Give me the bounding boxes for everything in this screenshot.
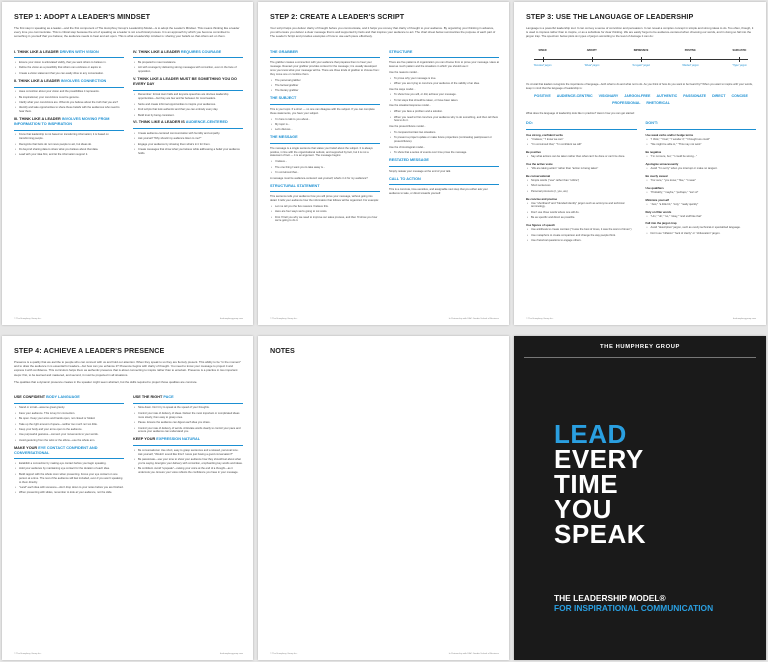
bullet-item: • "I believe," "I know we can" [526,138,637,142]
sub-heading: Use weak verbs and/or hedge terms [645,132,694,137]
sub-heading: Use qualifiers [645,185,664,190]
bullet-item: • Avoid "I'm sorry" when you interrupt or make no tangent. [646,167,757,171]
bullet-item: • Keep your body and your arms open to the audience. [14,428,124,432]
bullet-item: • The factual grabber [270,84,380,88]
spectrum-jargon-type: "Arrogant" jargon [631,63,651,67]
bullet-item: • First I'll tell you why we need to improve our sales process, and then I'll show you how we're going to do it. [270,216,380,224]
right-column [389,47,499,225]
bullet-item: • "Um," "uh," "so," "okay," "and stuff like that" [646,215,757,219]
bullet-item: • My topic is... [270,123,380,127]
page-body [270,12,499,311]
bullet-item: • When presenting with slides, remember to look at your audience, not the slide. [14,491,124,495]
headline-word: EVERY [554,444,644,474]
spectrum-tick [690,57,691,62]
bullet-item: • Say what actions can be taken rather than what can't be done or can't be done. [526,155,637,159]
model-label: Use the reasons model... [389,70,419,74]
footer-right[interactable]: thehumphreygroup.com [219,318,243,320]
bullet-item: • "Just," "a little bit," "only," "really quickly" [646,203,757,207]
language-word: POSITIVE [534,94,551,99]
paragraph: This is your topic. If a short — no one can disagree with the subject. If you can complete these statements, you have your subject. [270,107,375,115]
bullet-item: • Hold your audience by maintaining eye contact for the duration of each idea. [14,467,124,471]
bullet-item: • Use antithesis to create contrast ("It was the best of times, it was the worst of times") [526,228,637,232]
bullet-item: • Act with courage by delivering strong messages with conviction, even in the face of opposition. [133,66,243,74]
language-word: AUTHENTIC [656,94,678,99]
bullet-item: • Personal pronouns (I, you, we) [526,190,637,194]
heading-accent: BODY LANGUAGE [46,395,80,400]
bullet-item: • Ensure your vision is articulated visibly, that you want others to believe in. [14,61,124,65]
dont-column [646,118,757,244]
bullet-item: • Find scripts that look authentic and that you can embody every day. [133,108,243,112]
sub-heading: Be conversational [526,173,551,178]
heading-accent: PACE [163,395,174,400]
bullet-item: • Ask yourself "Why should my audience listen to me?" [133,137,243,141]
page-step-2 [258,2,509,325]
divider [389,57,499,58]
bullet-item: • When you face a problem and a solution. [389,110,499,114]
footer-mid: In Partnership with DAC Goodie School of Business [448,318,499,320]
bullet-item: • Recognize that facts do not move people to act, but ideas do. [14,143,124,147]
bullet-item: • Take up the right amount of space—neither too much nor too little. [14,423,124,427]
right-column [133,392,243,497]
bullet-item: • Don't use three words where one will do. [526,211,637,215]
section-heading [14,117,124,127]
bullet-item: • To show how you will, or did, achieve your message. [389,93,499,97]
heading-text: IV. THINK LIKE A LEADER [133,49,180,54]
bullet-item: • When you are trying to convince your audience of the validity of an idea. [389,82,499,86]
bullet-item: • Be inspirational; your convictions must be genuine. [14,96,124,100]
cover-subtitle: THE LEADERSHIP MODEL® [554,593,666,603]
sub-heading: Use strong, confident verbs [526,132,563,137]
bullet-item: • Pause. Ensure the audience can digest each idea you share. [133,421,243,425]
divider [14,458,124,459]
divider [389,166,499,167]
bullet-item: • Build trust by being consistent. [133,114,243,118]
page-body [526,12,756,311]
page-footer [270,318,499,320]
spectrum-jargon-type: "Directed" jargon [533,63,552,67]
sub-heading: Be overly casual [645,173,668,178]
divider [524,357,756,358]
section-heading: THE SUBJECT [270,96,297,101]
leadership-language-words [526,94,756,105]
headline-word: SPEAK [554,519,647,549]
divider [133,445,243,446]
section-heading: STRUCTURE [389,49,413,54]
divider [133,403,243,404]
do-list [526,133,637,243]
sub-heading: Minimize yourself [645,197,669,202]
bullet-item: • When you need to first convince your audience why to do something, and then tell them how to do it. [389,116,499,124]
bullet-item: • Identify and take opportunities to share these beliefs with the audiences who need to hear them. [14,106,124,114]
headline-word: YOU [554,494,612,524]
bullet-item: • Use purposeful gestures—connect your movements to your words. [14,433,124,437]
page-title: NOTES [270,346,295,355]
columns [14,392,243,497]
bullet-item: • "We might be able to," "This may not work" [646,143,757,147]
divider [270,191,380,192]
bullet-item: • Do beyond sharing data to share what you believe about that data. [14,148,124,152]
bullet-item: • Be confident. Avoid "upspeak"—raising your voice at the end of a thought—as it undercuts you. Ensure your voice reflects the confidence you have in your message. [133,467,243,475]
headline-word: TIME [554,469,619,499]
left-column [270,47,380,225]
columns [270,47,499,225]
divider [14,403,124,404]
page-notes [258,336,509,660]
language-word: PASSIONATE [683,94,707,99]
bullet-item: • I'm here to talk to you about... [270,118,380,122]
sub-heading: Apologize unnecessarily [645,161,679,166]
page-step-4 [2,336,253,660]
section-heading [133,120,243,125]
paragraph: This is a concrete, time-sensitive, and assignable next step that you either ask your audience to take, or direct towards yourself. [389,188,488,195]
page-title: STEP 1: ADOPT A LEADER'S MINDSET [14,12,151,21]
bullet-item: • Be conversational. Use short, easy to grasp sentences and a relaxed, personal tone. Ask yourself, "Would I sound like this if I were just having a good conversation?" [133,449,243,457]
bullet-item: • Remember: formal town halls and keynote speeches are obvious leadership opportunities—but they are few and far between for most leaders. [133,93,243,101]
section-heading [133,437,243,442]
page-intro: The first step in speaking as a leader—and the first component of The Humphrey Group's Leadership Model—is to adopt the Leader's Mindset. This means thinking like a leader every time you communicate. This is critical step because the art of speaking as a leader is not a technical process. It is an approach by which you become committed to something in yourself that you believe; the audience needs to hear and act upon. This is what a leadership mindset is: sharing your beliefs so that others act on them. [14,26,240,39]
footer-left: © The Humphrey Group Inc. [270,653,298,655]
language-word: JARGON-FREE [624,94,651,99]
columns [526,118,756,244]
page-intro: Your script helps you deliver clarity of thought before you communicate, and it helps you convey that clarity of thought to your audience. By organizing your thinking in advance, you will ensure you deliver a clear message that is well supported by facts and that inspires your audience to act. The chart sheet below summarizes the purpose of each part of The Leader's Script and provides examples of how to use each piece effectively. [270,26,496,39]
language-word: CONCISE [731,94,748,99]
section-heading [14,50,124,55]
language-word: VISIONARY [598,94,619,99]
model-label: Use the chronological model... [389,145,426,149]
bullet-item: • Let's discuss... [270,128,380,132]
footer-right[interactable]: thehumphreygroup.com [219,653,243,655]
heading-text: III. THINK LIKE A LEADER [14,117,61,122]
dont-list [646,133,757,236]
section-heading [14,395,124,400]
model-label: Use the ways model... [389,87,416,91]
divider [133,128,243,129]
spectrum-label: IMPRESSIVE [633,48,649,52]
divider [270,104,380,105]
page-intro-2: The qualities that a dynamic presence creates in the speaker might seem abstract, but the skills required to project those qualities are concrete. [14,379,198,384]
heading-text: MAKE YOUR [14,445,38,450]
bullet-item: • The personal grabber [270,79,380,83]
language-word: AUDIENCE-CENTRIC [556,94,593,99]
paragraph: Simply restate your message at the end of your talk. [389,169,451,173]
bullet-item: • To compare/contrast two situations. [389,131,499,135]
bullet-item: • To list steps that should be taken, or have been taken. [389,99,499,103]
cover-page [514,336,766,660]
divider [14,57,124,58]
bullet-item: • Create a vision statement that you can easily drive to any conversation. [14,72,124,76]
footer-left: © The Humphrey Group Inc. [526,318,554,320]
cover-headline [554,419,647,549]
spectrum-tick [739,57,740,62]
do-column [526,118,637,244]
bullet-item: • Know that leadership is not based on transferring information; it is based on transforming people. [14,133,124,141]
sub-heading: Be positive [526,150,541,155]
heading-accent: EYE CONTACT CONFIDENT AND CONVERSATIONAL [14,445,98,455]
bullet-item: • To show that a series of events over time prove the message. [389,151,499,155]
page-step-1 [2,2,253,325]
heading-accent: INVOLVES CONNECTION [60,78,107,83]
language-word: DIRECT [712,94,726,99]
bullet-item: • Face your audience. This is key for connection. [14,412,124,416]
page-title: STEP 2: CREATE A LEADER'S SCRIPT [270,12,405,21]
page-step-3 [514,2,766,325]
spectrum-label: SARCASTIC [732,48,747,52]
heading-text: I. THINK LIKE A LEADER [14,49,59,54]
heading-accent: EXPRESSION NATURAL [156,437,201,442]
bullet-item: • To prove why your message is true. [389,77,499,81]
divider [270,143,380,144]
page-body [270,346,499,646]
spectrum-label: SPEED [538,48,547,52]
section-heading [133,50,243,55]
language-word: RHETORICAL [646,101,670,106]
bullet-item: • Engage your audience by showing them what's in it for them. [133,143,243,147]
heading-text: VI. THINK LIKE A LEADER IS [133,120,185,125]
brand-logo: THE HUMPHREY GROUP [600,344,680,350]
bullet-item: • "For sure," "you know," "like," "I mean" [646,179,757,183]
divider [270,57,380,58]
page-intro: Language is a powerful leadership tool. It can convey a sense of conviction and persuasion. It can reveal a complex concept in simple and strong ideas to do. Too often, though, it is used to impress rather than to inspire, or as a substitute for clear thinking. We are easily forget to be audience-centered when choosing our words, and in doing so fail into the jargon trap. The spectrum below plots six types of jargon according to the level of damage it can do: [526,26,754,39]
bullet-item: • Be open. Keep your arms and hands open, not closed or folded. [14,417,124,421]
left-column [14,47,124,159]
heading-accent: REQUIRES COURAGE [180,49,222,54]
bullet-item: • Control your rate of delivery of words. Articulate words clearly to control your pace and ensure your audience can understand you. [133,427,243,435]
bullet-item: • Short sentences [526,184,637,188]
section-heading: THE GRABBER [270,49,298,54]
bullet-item: • Slow down. Don't try to speak at the speed of your thoughts. [133,406,243,410]
bullet-item: • Stand or sit tall—assume great gravity. [14,406,124,410]
bullet-item: • "Probably," "maybe," "perhaps," "sort of" [646,191,757,195]
model-label: Use the present/future model... [389,124,426,128]
bullet-item: • "We are taking action" rather than "action is being taken" [526,167,637,171]
section-heading: RESTATED MESSAGE [389,158,429,163]
spectrum-jargon-type: "Marked" jargon [681,63,699,67]
heading-text: USE THE RIGHT [133,395,163,400]
bullet-item: • Here are four ways we're going to cut costs. [270,210,380,214]
language-word: PROFESSIONAL [612,101,641,106]
bullet-item: • I'm convinced that... [270,171,380,175]
bullet-item: • The literary grabber [270,89,380,93]
spectrum-jargon-type: "Hype" jargon [732,63,747,67]
dont-heading: DON'T: [645,121,659,126]
bullet-item: • Use "shorthand" and "blended identity" jargon such as acronyms and technical terminology. [526,202,637,210]
bullet-item: • Use metaphors to create comparison and change the way people think. [526,234,637,238]
headline-lead: LEAD [554,419,627,449]
practice-question: What does the language of leadership look like in practice? Here's how you can get started: [526,112,635,116]
bullet-item: • Use rhetorical questions to engage others. [526,239,637,243]
bullet-item: • Seize and create informal opportunities to inspire your audiences. [133,103,243,107]
sub-heading: Use figures of speech [526,223,556,228]
divider [389,184,499,185]
bullet-item: • "Land" each idea with someone—don't drop down to your notes before you are finished. [14,486,124,490]
page-footer [14,318,243,320]
spectrum-label: ABRUPT [586,48,597,52]
divider [133,57,243,58]
bullet-item: • Control your rate of delivery of ideas. Deliver the most important or complicated ideas more slowly, then easy to grasp ones. [133,412,243,420]
footer-left: © The Humphrey Group Inc. [270,318,298,320]
bullet-item: • Be prepared to meet resistance. [133,61,243,65]
footer-mid: In Partnership with DAC Goodie School of Business [448,653,499,655]
paragraph: The grabber creates a connection with your audience that prepares them to hear your message. Reenact your grabber provides context for the message; it is usually developed once you know what your message will be. There are three kinds of grabber to choose from: they move one or combine them. [270,61,380,76]
bullet-item: • Establish a connection by making eye contact before you begin speaking. [14,462,124,466]
bullet-item: • "I'm not sure, but," "I could be wrong..." [646,155,757,159]
paragraph: The message is a single sentence that states your belief about the subject. It is always positive, in line with the organizational outlook, and supported by fact, but it is not a statement of fact — it is an argument. The message begins: [270,146,373,158]
footer-right[interactable]: thehumphreygroup.com [732,318,756,320]
paragraph: This sentence tells your audience how you will prove your message, without going into detail. It tells your audience how the information that follows will be organized. For example: [270,194,379,202]
bullet-item: • Define the vision as a possibility that others can embrace or aspire to. [14,66,124,70]
section-heading [133,395,243,400]
bullet-item: • Create messages that show what you believe while addressing a belief your audience holds. [133,148,243,156]
bullet-item: • Be as specific and direct as possible. [526,216,637,220]
bullet-item: • Have conviction about your vision and the possibilities it represents. [14,90,124,94]
spectrum-label: POSITIVE [684,48,696,52]
sub-heading: Be concise and precise [526,196,558,201]
section-heading [14,446,124,456]
page-title: STEP 4: ACHIEVE A LEADER'S PRESENCE [14,346,165,355]
page-footer [526,318,756,320]
bullet-item: • Build rapport with the whole room when presenting. Focus your eye contact on one person at a time. The rest of the audience will feel included, even if you aren't speaking to them directly. [14,473,124,485]
divider [526,129,637,130]
page-footer [14,653,243,655]
jargon-spectrum [534,47,748,77]
bullet-item: • Avoid "descriptive" jargon, such as overly technical or specialized language. [646,226,757,230]
heading-accent: INVOLVES MOVING FROM INFORMATION TO INSPIRATION [14,117,110,126]
bullet-item: • Be passionate—use your tone to show your audience how they should feel about what you're saying. Energize your delivery with conviction, emphasizing key words and ideas. [133,458,243,466]
divider [646,129,757,130]
spectrum-tick [543,57,544,62]
page-intro: Presence is a quality that we ascribe to people who can connect with us and hold our attention. When they speak to us they are fiercely present. This ability to be "in the moment" and to draw the audience in is essential for leaders—but how can you enhance it? Presence begins with clarity of thought. You need to know your message to project it and express it with confidence. This curriculum helps them as authentic presence that is about connecting to inspire rather than to entertain. Presence is a practice in two important steps: first, to be learned and mastered, and second, it must be projected in all situations. [14,360,241,377]
language-paragraph: It's crucial that leaders recognize the importance of language—both what to do and what not to do. As you think of how do you want to be heard by? When you want to inspire with your words, keep in mind that the language of leadership is: [526,82,753,90]
heading-text: II. THINK LIKE A LEADER [14,78,60,83]
section-heading: THE MESSAGE [270,135,298,140]
bullet-item: • Don't use "inflation" "lack of clarity" or "obfuscation" jargon. [646,232,757,236]
sub-heading: Be negative [645,150,662,155]
spectrum-tick [641,57,642,62]
section-heading [14,79,124,84]
sub-heading: Use the active voice [526,161,553,166]
heading-text: KEEP YOUR [133,437,156,442]
heading-accent: AUDIENCE-CENTERED [185,120,228,125]
right-column [133,47,243,159]
bullet-item: • Clarify what your convictions are. What do you believe about the truth that you are? [14,101,124,105]
divider [14,87,124,88]
page-title: STEP 3: USE THE LANGUAGE OF LEADERSHIP [526,12,694,21]
spectrum-tick [592,57,593,62]
bullet-item: • Create audience-centered communication with humility and empathy. [133,132,243,136]
heading-text: USE CONFIDENT [14,395,46,400]
cover-subtitle-2: FOR INSPIRATIONAL COMMUNICATION [554,603,714,613]
model-label: Use the situation/response model... [389,104,432,108]
heading-accent: DRIVEN WITH VISION [59,49,99,54]
divider [14,130,124,131]
footer-left: © The Humphrey Group Inc. [14,653,42,655]
bullet-item: • To present a project update or make future projections (contrasting past/present or present/future). [389,136,499,144]
sub-heading: Fall into the jargon trap [645,221,677,226]
section-heading [133,77,243,87]
bullet-item: • "I'm convinced that," "I'm confident we will" [526,143,637,147]
page-body [14,12,243,311]
columns [14,47,243,159]
bullet-item: • Avoid gesturing from the wrist or the elbow—use the whole arm. [14,439,124,443]
footer-left: © The Humphrey Group Inc. [14,318,42,320]
page-footer [270,653,499,655]
sub-heading: Rely on filler words [645,209,672,214]
paragraph: A message must be audience-centered: ask yourself, what's in it for my audience? [270,176,368,180]
bullet-item: • Let me tell you the five reasons I believe this. [270,205,380,209]
section-heading: STRUCTURAL STATEMENT [270,183,320,188]
page-body [14,346,243,646]
spectrum-jargon-type: "Ritual" jargon [584,63,600,67]
bullet-item: • "I think," "I feel," "I wonder if," "I thought we could" [646,138,757,142]
divider [133,90,243,91]
bullet-item: • Simple words ("use" rather than "utilize") [526,179,637,183]
bullet-item: • The one thing I want you to take away is... [270,166,380,170]
do-heading: DO: [526,121,533,126]
bullet-item: • I believe... [270,160,380,164]
left-column [14,392,124,497]
section-heading: CALL TO ACTION [389,176,421,181]
paragraph: There are five patterns of organization you can choose from to prove your message. Have at least as much pattern and the situations in which you should use it: [389,61,499,68]
heading-text: V. THINK LIKE A LEADER MUST BE SOMETHING YOU DO EVERY DAY [133,77,237,87]
bullet-item: • Lead with your idea first, and let the information support it. [14,153,124,157]
